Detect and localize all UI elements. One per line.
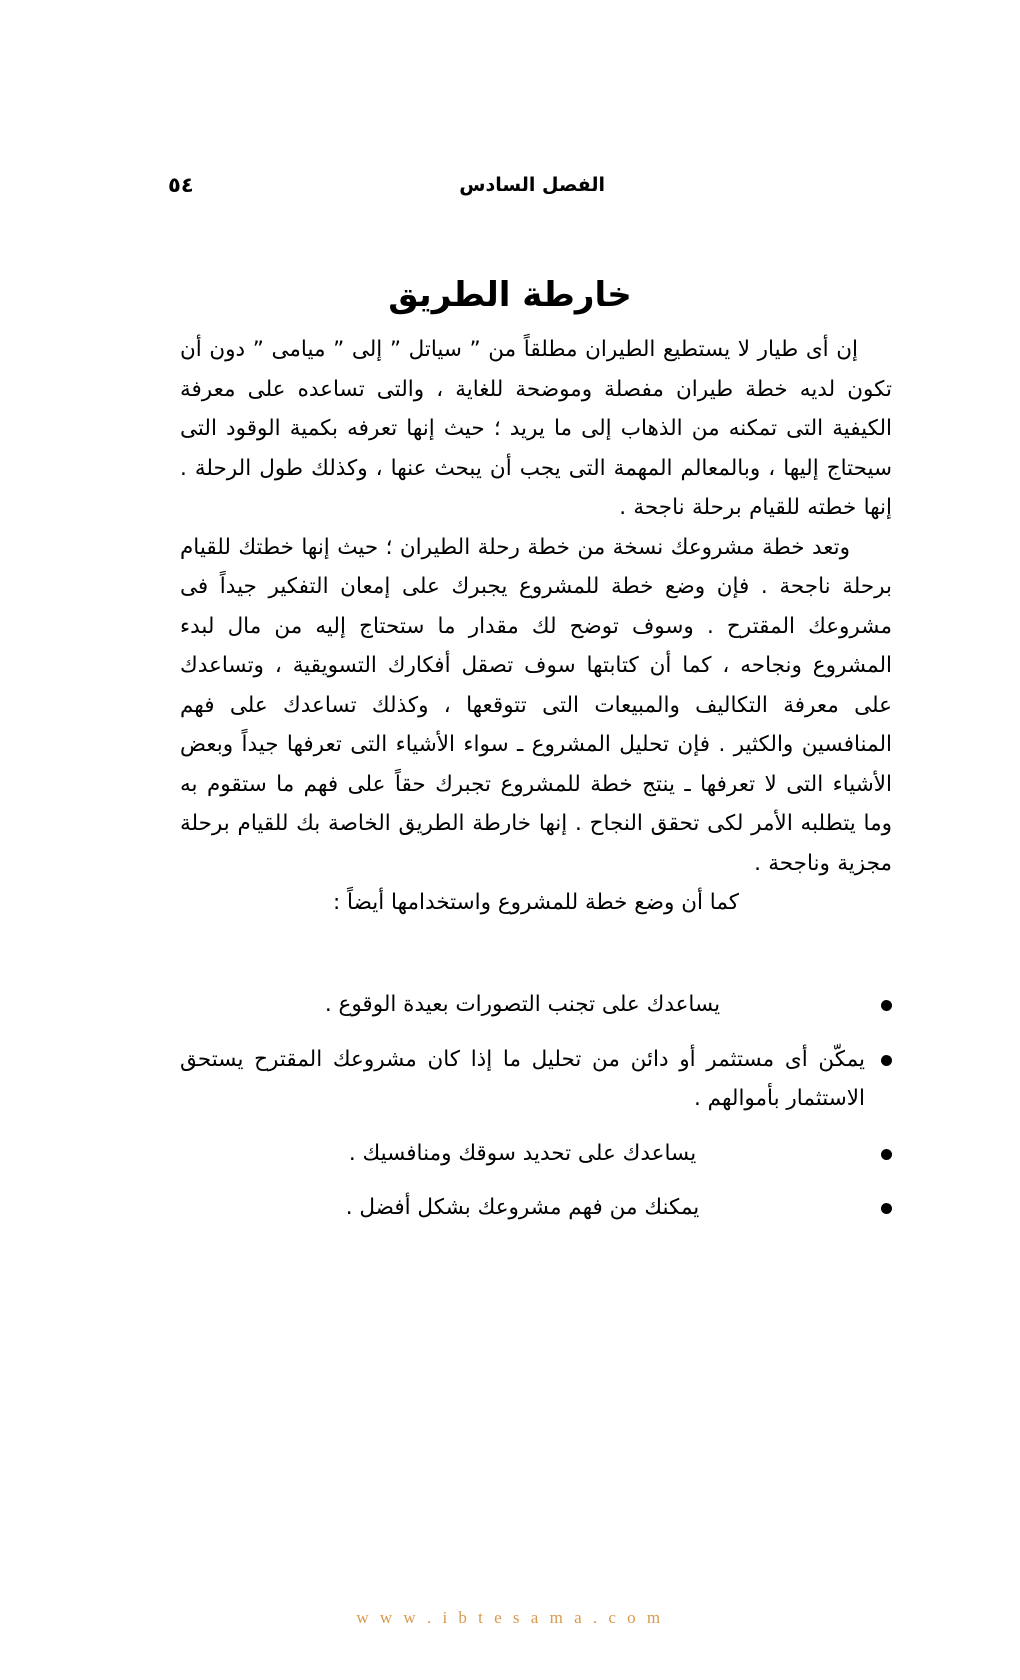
- list-item: [180, 1040, 892, 1119]
- paragraph-1: إن أى طيار لا يستطيع الطيران مطلقاً من ” سياتل ” إلى ” ميامى ” دون أن تكون لديه خطة طيران مفصلة وموضحة للغاية ، والتى تساعده على معرفة الكيفية التى تمكنه من الذهاب إلى ما يريد ؛ حيث إنها تعرفه بكمية الوقود التى سيحتاج إليها ، وبالمعالم المهمة التى يجب أن يبحث عنها ، وكذلك طول الرحلة . إنها خطته للقيام برحلة ناجحة .: [180, 337, 892, 520]
- bullet-dot-icon: [881, 1149, 892, 1160]
- bullet-dot-icon: [881, 1203, 892, 1214]
- site-watermark: w w w . i b t e s a m a . c o m: [356, 1608, 664, 1627]
- list-item-label: يساعدك على تجنب التصورات بعيدة الوقوع .: [324, 992, 721, 1017]
- list-item: [180, 1188, 892, 1228]
- page-title: خارطة الطريق: [388, 274, 632, 315]
- page-number: ٥٤: [168, 173, 194, 197]
- paragraph-2: وتعد خطة مشروعك نسخة من خطة رحلة الطيران ؛ حيث إنها خطتك للقيام برحلة ناجحة . فإن وضع خطة للمشروع يجبرك على إمعان التفكير جيداً فى مشروعك المقترح . وسوف توضح لك مقدار ما ستحتاج إليه من مال لبدء المشروع ونجاحه ، كما أن كتابتها سوف تصقل أفكارك التسويقية ، وتساعدك على معرفة التكاليف والمبيعات التى تتوقعها ، وكذلك تساعدك على فهم المنافسين والكثير . فإن تحليل المشروع ـ سواء الأشياء التى تعرفها جيداً وبعض الأشياء التى لا تعرفها ـ ينتج خطة للمشروع تجبرك حقاً على فهم ما ستقوم به وما يتطلبه الأمر لكى تحقق النجاح . إنها خارطة الطريق الخاصة بك للقيام برحلة مجزية وناجحة .: [180, 534, 892, 876]
- list-item-label: يمكّن أى مستثمر أو دائن من تحليل ما إذا كان مشروعك المقترح يستحق الاستثمار بأموالهم .: [180, 1046, 865, 1111]
- bullet-dot-icon: [881, 1000, 892, 1011]
- benefits-list: [180, 985, 892, 1243]
- list-item-label: يمكنك من فهم مشروعك بشكل أفضل .: [345, 1195, 700, 1220]
- paragraph-3: كما أن وضع خطة للمشروع واستخدامها أيضاً :: [332, 890, 740, 915]
- running-head: [130, 168, 890, 202]
- bullet-dot-icon: [881, 1055, 892, 1066]
- list-item: [180, 985, 892, 1025]
- chapter-label: الفصل السادس: [459, 174, 605, 196]
- list-item: [180, 1134, 892, 1174]
- body-text: [180, 330, 892, 923]
- list-item-label: يساعدك على تحديد سوقك ومنافسيك .: [348, 1140, 697, 1166]
